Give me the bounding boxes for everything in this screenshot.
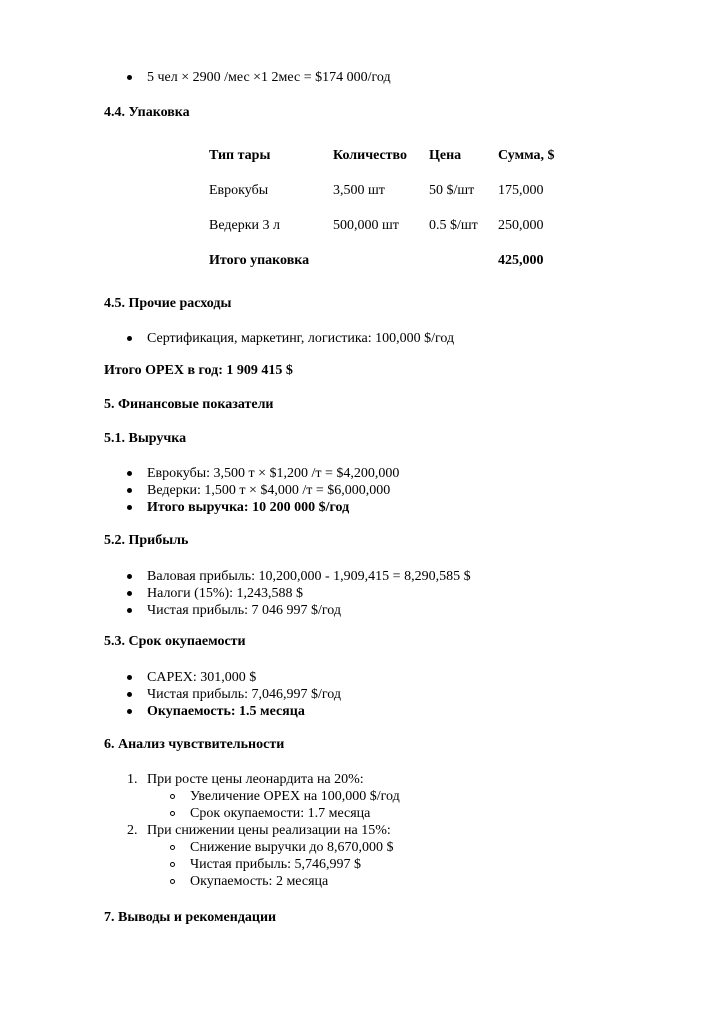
sub-list-item: Окупаемость: 2 месяца (190, 874, 329, 889)
bullet-dot (127, 75, 132, 80)
list-item: Валовая прибыль: 10,200,000 - 1,909,415 = 8,290,585 $ (147, 569, 471, 584)
bullet-dot (127, 471, 132, 476)
table-header-cell: Цена (429, 148, 462, 163)
section-heading-5-2: 5.2. Прибыль (104, 533, 189, 548)
sub-bullet-circle (170, 879, 175, 884)
table-cell: Ведерки 3 л (209, 218, 280, 233)
section-heading-7: 7. Выводы и рекомендации (104, 910, 277, 925)
table-cell: 500,000 шт (333, 218, 399, 233)
bullet-dot (127, 692, 132, 697)
table-cell: 0.5 $/шт (429, 218, 478, 233)
sub-bullet-circle (170, 811, 175, 816)
sub-bullet-circle (170, 845, 175, 850)
section-heading-4-5: 4.5. Прочие расходы (104, 296, 232, 311)
list-number: 1. (127, 772, 138, 787)
table-total-label: Итого упаковка (209, 253, 310, 268)
table-cell: 50 $/шт (429, 183, 475, 198)
section-heading-5-1: 5.1. Выручка (104, 431, 187, 446)
list-item: CAPEX: 301,000 $ (147, 670, 257, 685)
sub-list-item: Снижение выручки до 8,670,000 $ (190, 840, 394, 855)
list-item: Ведерки: 1,500 т × $4,000 /т = $6,000,000 (147, 483, 391, 498)
list-item: При росте цены леонардита на 20%: (147, 772, 364, 787)
list-item: Чистая прибыль: 7 046 997 $/год (147, 603, 342, 618)
list-item: Налоги (15%): 1,243,588 $ (147, 586, 304, 601)
bullet-dot (127, 336, 132, 341)
sub-bullet-circle (170, 794, 175, 799)
table-total-value: 425,000 (498, 253, 544, 268)
opex-total: Итого OPEX в год: 1 909 415 $ (104, 363, 293, 378)
sub-list-item: Увеличение OPEX на 100,000 $/год (190, 789, 400, 804)
list-number: 2. (127, 823, 138, 838)
bullet-dot (127, 591, 132, 596)
table-header-cell: Сумма, $ (498, 148, 555, 163)
table-cell: 3,500 шт (333, 183, 385, 198)
sub-bullet-circle (170, 862, 175, 867)
list-item: Сертификация, маркетинг, логистика: 100,000 $/год (147, 331, 455, 346)
section-heading-5-3: 5.3. Срок окупаемости (104, 634, 246, 649)
bullet-dot (127, 608, 132, 613)
list-item: Чистая прибыль: 7,046,997 $/год (147, 687, 342, 702)
bullet-dot (127, 709, 132, 714)
sub-list-item: Срок окупаемости: 1.7 месяца (190, 806, 371, 821)
list-item: При снижении цены реализации на 15%: (147, 823, 391, 838)
table-header-cell: Количество (333, 148, 408, 163)
section-heading-6: 6. Анализ чувствительности (104, 737, 285, 752)
table-header-cell: Тип тары (209, 148, 271, 163)
sub-list-item: Чистая прибыль: 5,746,997 $ (190, 857, 362, 872)
section-heading-4-4: 4.4. Упаковка (104, 105, 190, 120)
bullet-dot (127, 574, 132, 579)
bullet-dot (127, 505, 132, 510)
table-cell: Еврокубы (209, 183, 269, 198)
bullet-dot (127, 675, 132, 680)
section-heading-5: 5. Финансовые показатели (104, 397, 274, 412)
table-cell: 250,000 (498, 218, 544, 233)
list-item: Окупаемость: 1.5 месяца (147, 704, 305, 719)
table-cell: 175,000 (498, 183, 544, 198)
list-item: 5 чел × 2900 /мес ×1 2мес = $174 000/год (147, 70, 391, 85)
list-item: Еврокубы: 3,500 т × $1,200 /т = $4,200,000 (147, 466, 400, 481)
bullet-dot (127, 488, 132, 493)
list-item: Итого выручка: 10 200 000 $/год (147, 500, 350, 515)
